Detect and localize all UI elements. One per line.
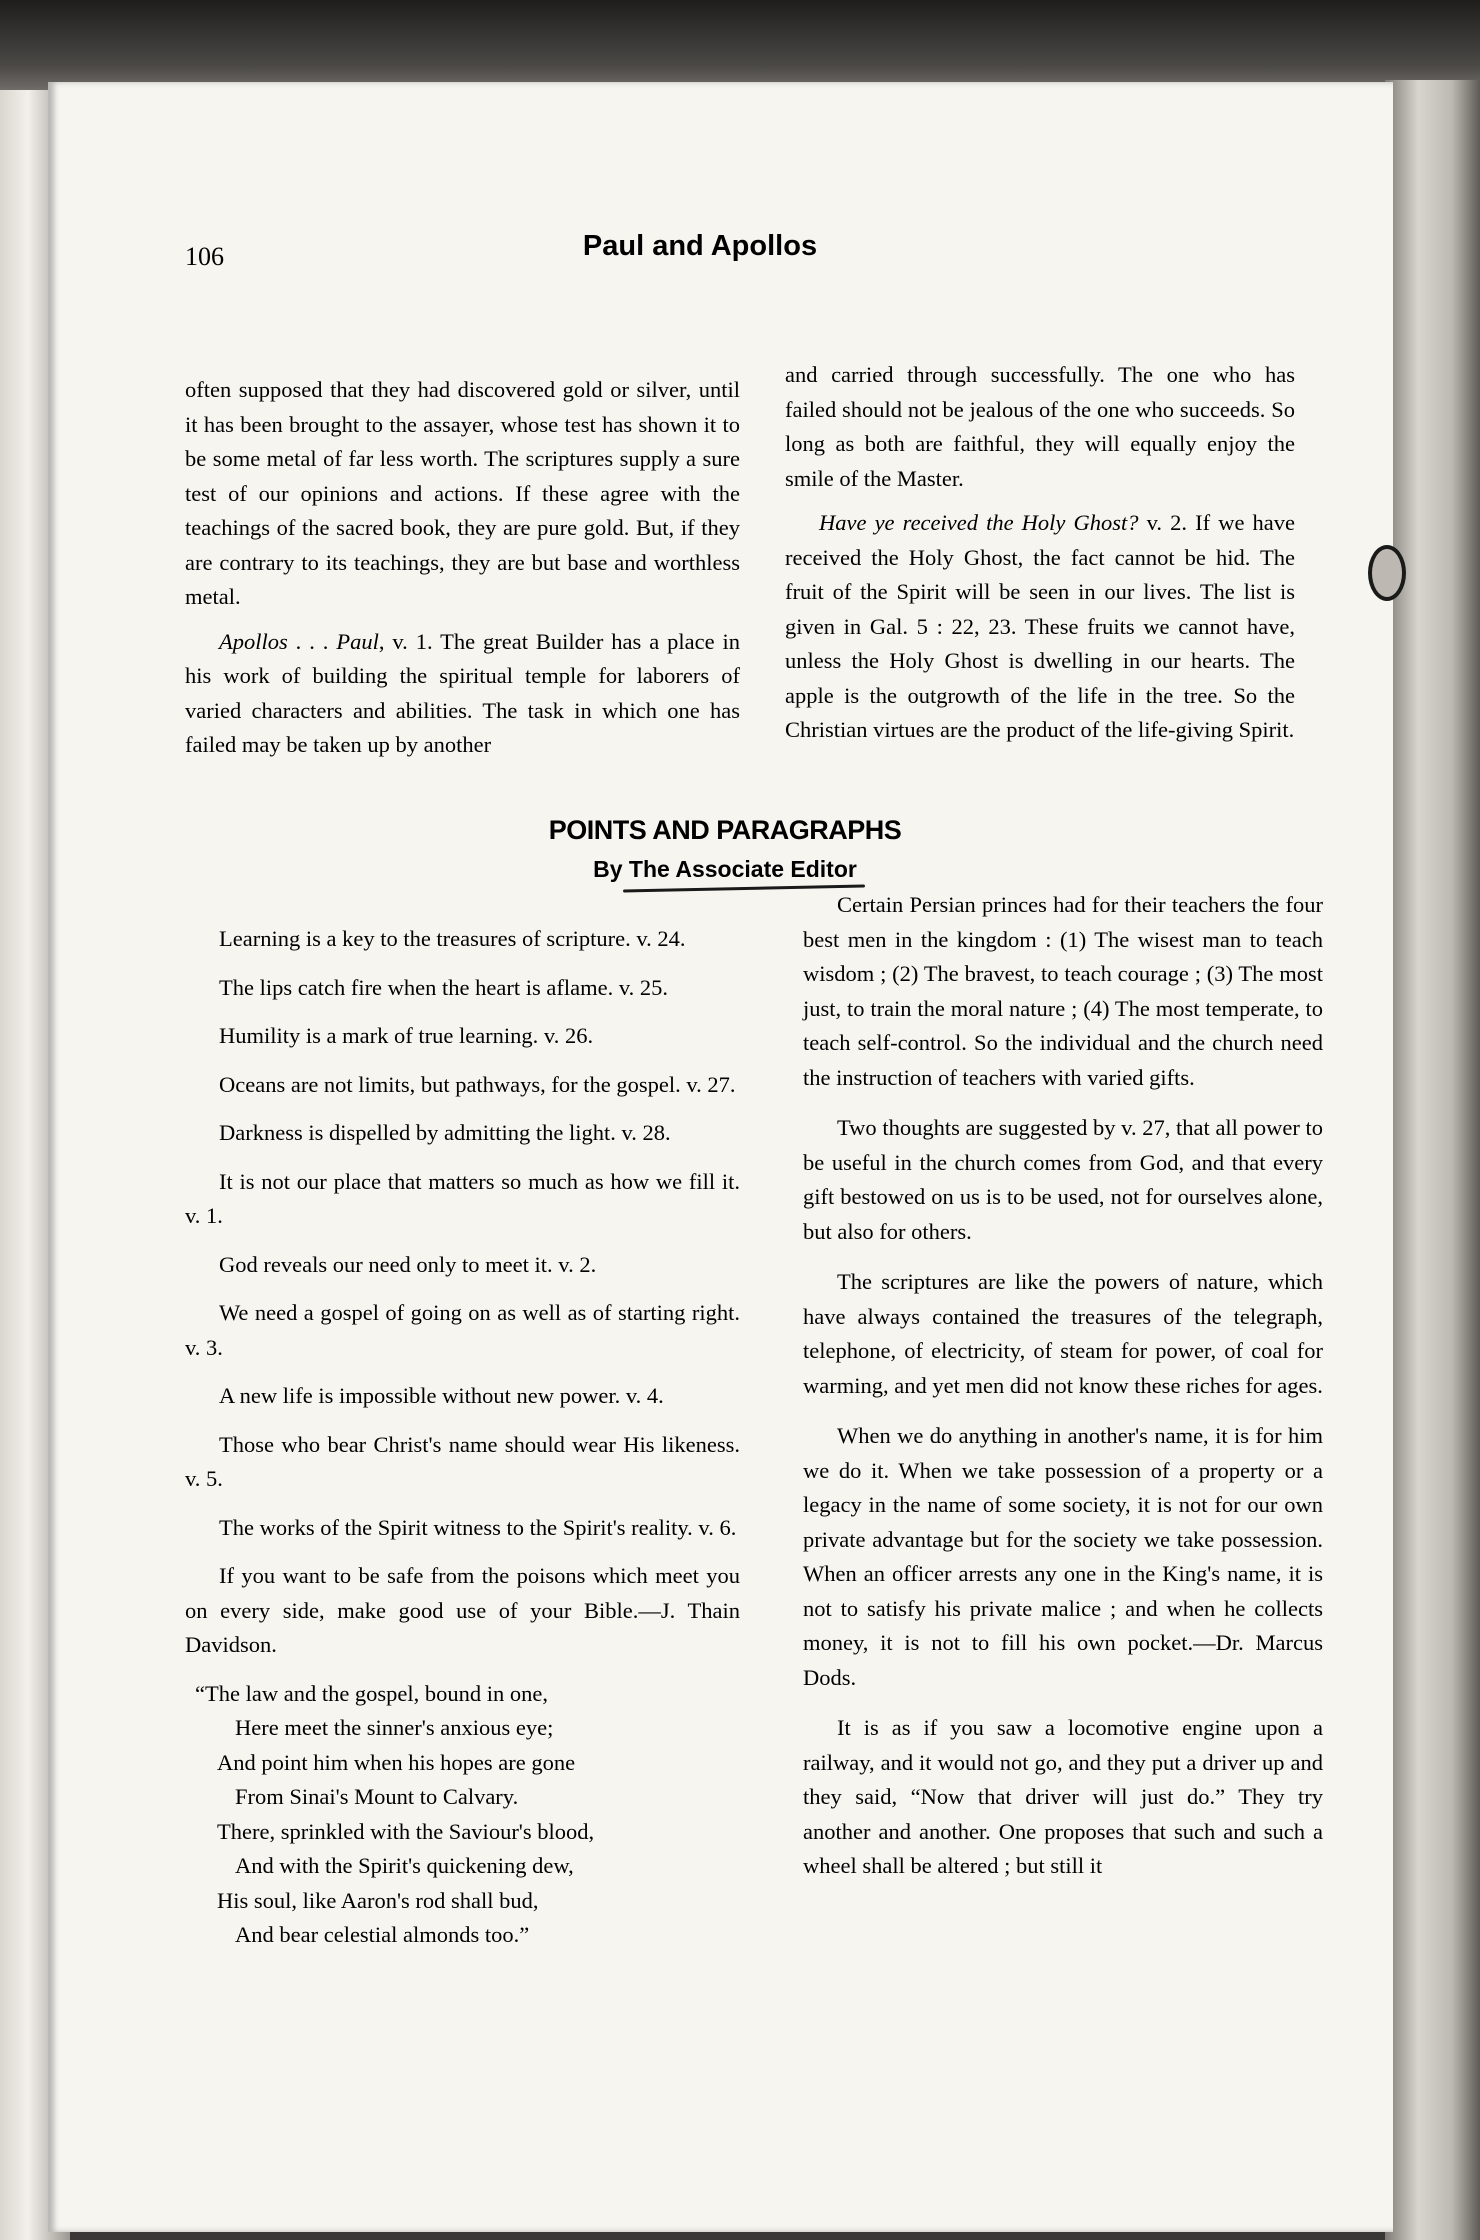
point-item: The lips catch fire when the heart is aflame. v. 25.	[219, 974, 668, 1000]
paragraph: Two thoughts are suggested by v. 27, that all power to be useful in the church comes from God, and that every gift bestowed on us is to be used, not for ourselves alone, but also for others.	[803, 1115, 1323, 1244]
paragraph: The scriptures are like the powers of nature, which have always contained the treasures of the telegraph, telephone, of electricity, of steam for power, of coal for warming, and yet men did not know these riches for ages.	[803, 1269, 1323, 1398]
poem-line: From Sinai's Mount to Calvary.	[235, 1784, 519, 1809]
emphasis: Paul	[336, 628, 379, 654]
poem-line: Here meet the sinner's anxious eye;	[235, 1715, 554, 1740]
paragraph: Certain Persian princes had for their teachers the four best men in the kingdom : (1) The wisest man to teach wisdom ; (2) The bravest, to teach courage ; (3) The most just, to train the moral nature ; (4) The most temperate, to teach self-control. So the individual and the church need the instruction of teachers with varied gifts.	[803, 892, 1323, 1090]
running-header	[185, 230, 1215, 290]
byline-editor: The Associate Editor	[628, 856, 857, 882]
point-item: We need a gospel of going on as well as of starting right. v. 3.	[185, 1300, 740, 1360]
text-run: . . .	[287, 628, 337, 654]
poem-line: And with the Spirit's quickening dew,	[235, 1853, 574, 1878]
text-run: , v. 1. The great Builder has a place in his work of building the spiritual temple for laborers of varied characters and abilities. The task in which one has failed may be taken up by another	[185, 628, 740, 757]
point-item: Humility is a mark of true learning. v. 26.	[219, 1023, 594, 1048]
top-left-column	[185, 373, 740, 773]
paragraph	[785, 506, 1295, 748]
point-item: God reveals our need only to meet it. v. 2.	[219, 1251, 597, 1277]
point-item: If you want to be safe from the poisons which meet you on every side, make good use of your Bible.—J. Thain Davidson.	[185, 1563, 740, 1657]
paragraph: When we do anything in another's name, it is for him we do it. When we take possession of a property or a legacy in the name of some society, it is not for our own private advantage but for the society we take possession. When an officer arrests any one in the King's name, it is not to satisfy his private malice ; and when he collects money, it is not to fill his own pocket.—Dr. Marcus Dods.	[803, 1423, 1323, 1690]
page-number: 106	[185, 242, 224, 271]
paragraph: often supposed that they had discovered gold or silver, until it has been brought to the assayer, whose test has shown it to be some metal of far less worth. The scriptures supply a sure test of our opinions and actions. If these agree with the teachings of the sacred book, they are pure gold. But, if they are contrary to its teachings, they are but base and worthless metal.	[185, 377, 740, 609]
point-item: It is not our place that matters so much as how we fill it. v. 1.	[185, 1168, 740, 1228]
point-item: Those who bear Christ's name should wear His likeness. v. 5.	[185, 1431, 740, 1491]
point-item: Darkness is dispelled by admitting the light. v. 28.	[219, 1120, 671, 1145]
paragraph	[185, 625, 740, 763]
byline	[400, 856, 1050, 883]
point-item: A new life is impossible without new power. v. 4.	[219, 1383, 664, 1408]
section-heading	[400, 815, 1050, 883]
emphasis: Have ye received the Holy Ghost?	[819, 510, 1139, 535]
binding-hole	[1368, 545, 1406, 601]
section-title: POINTS AND PARAGRAPHS	[548, 815, 902, 845]
poem-line: “The law and the gospel, bound in one,	[195, 1680, 549, 1706]
paragraph: and carried through successfully. The one who has failed should not be jealous of the one who succeeds. So long as both are faithful, they will equally enjoy the smile of the Master.	[785, 362, 1295, 491]
poem-line: There, sprinkled with the Saviour's blood,	[217, 1818, 595, 1844]
poem	[185, 1677, 740, 1953]
poem-line: And point him when his hopes are gone	[217, 1749, 576, 1775]
point-item: Learning is a key to the treasures of scripture. v. 24.	[219, 926, 686, 951]
paragraph: It is as if you saw a locomotive engine upon a railway, and it would not go, and they put a driver up and they said, “Now that driver will just do.” They try another and another. One proposes that such and such a wheel shall be altered ; but still it	[803, 1715, 1323, 1878]
text-run: v. 2. If we have received the Holy Ghost, the fact cannot be hid. The fruit of the Spirit will be seen in our lives. The list is given in Gal. 5 : 22, 23. These fruits we cannot have, unless the Holy Ghost is dwelling in our hearts. The apple is the outgrowth of the life in the tree. So the Christian virtues are the product of the life-giving Spirit.	[785, 510, 1296, 742]
top-right-column	[740, 358, 1295, 758]
emphasis: Apollos	[219, 628, 288, 654]
point-item: Oceans are not limits, but pathways, for the gospel. v. 27.	[219, 1071, 736, 1097]
point-item: The works of the Spirit witness to the Spirit's reality. v. 6.	[219, 1514, 737, 1540]
running-title: Paul and Apollos	[582, 230, 818, 262]
paragraphs-column	[758, 888, 1323, 1900]
poem-line: And bear celestial almonds too.”	[235, 1922, 530, 1947]
poem-line: His soul, like Aaron's rod shall bud,	[217, 1887, 539, 1913]
byline-prefix: By	[593, 856, 629, 882]
points-column	[185, 922, 740, 1953]
page-stack-edge	[1385, 80, 1480, 2240]
